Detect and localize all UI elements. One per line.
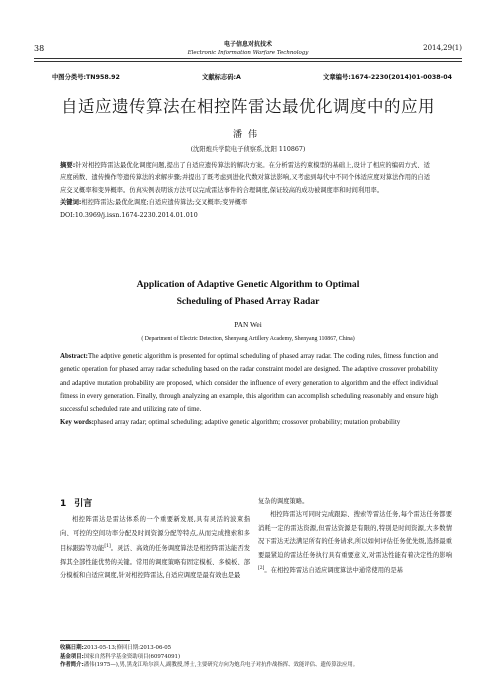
body-paragraph [258, 508, 452, 577]
body-column-right [258, 495, 452, 578]
section-title: 引言 [74, 499, 93, 509]
received-dates: 2013-05-13;修回日期:2013-06-05 [83, 645, 172, 651]
continued-text: 复杂的调度策略。 [258, 498, 309, 505]
keywords-en-text: phased array radar; optimal scheduling; adaptive genetic algorithm; crossover probability; mutation probability [93, 419, 401, 427]
received-label: 收稿日期: [60, 645, 84, 651]
intro-text-1: 相控阵雷达是雷达体系的一个重要新发展,具有灵活的波束指向、可控的空间功率分配及时间资源分配等特点,从而完成搜索和多目标跟踪等功能 [60, 516, 250, 553]
journal-name-en: Electronic Information Warfare Technology [187, 50, 309, 56]
paper-title-en [0, 277, 496, 310]
section-heading [60, 498, 250, 511]
author-cn: 潘伟 [232, 130, 263, 140]
fund-note [60, 653, 460, 662]
keywords-en-label: Key words: [60, 419, 94, 427]
abstract-en [60, 350, 438, 430]
running-header [0, 39, 496, 56]
abstract-en-text: The adptive genetic algorithm is presented for optimal scheduling of phased array radar. The coding rules, fitness function and genetic operation for phased array radar scheduling based on the radar constraint model are designed. The adaptive crossover probability and adaptive mutation probability are proposed, which consider the influence of every generation to algorithm and the effect individual fitness in every generation. Finally, through analyzing an example, this algorithm can accomplish scheduling reasonably and ensure high successful scheduled rate and utilizing rate of time. [60, 353, 438, 414]
document-code: 文献标志码:A [202, 74, 241, 81]
page-number: 38 [34, 44, 45, 53]
article-number: 文章编号:1674-2230(2014)01-0038-04 [323, 74, 452, 81]
issue-label: 2014,29(1) [423, 44, 462, 52]
journal-name-cn: 电子信息对抗技术 [223, 41, 272, 48]
keywords-en [60, 416, 438, 429]
keywords-cn-text: 相控阵雷达;最优化调度;自适应遗传算法;交叉概率;变异概率 [81, 199, 248, 207]
abstract-cn-label: 摘要: [60, 162, 76, 169]
body-text-2: 。在相控阵雷达自适应调度算法中通常使用的是基 [264, 567, 403, 575]
footnotes [60, 644, 460, 670]
intro-paragraph [60, 513, 250, 582]
citation-2: [2] [258, 566, 265, 572]
abstract-cn-text: 针对相控阵雷达最优化调度问题,提出了自适应遗传算法的解决方案。在分析雷达约束模型的基础上,设计了相应的编码方式、适应度函数、遗传操作等遗传算法的求解步骤;并提出了既考虑到进化代数对算法影响,又考虑到每代中不同个体适应度对算法作用的自适应交叉概率和变异概率。仿真实例表明该方法可以完成雷达事件的合理调度,保证较高的成功被调度率和时间利用率。 [60, 162, 430, 194]
affiliation-en: ( Department of Electric Detection, Shenyang Artillery Academy, Shenyang 110867, China) [141, 336, 355, 342]
clc-code: 中图分类号:TN958.92 [52, 74, 120, 81]
bio-label: 作者简介: [60, 662, 84, 669]
paper-title-en-line1: Application of Adaptive Genetic Algorithm to Optimal [136, 279, 360, 290]
fund-text: 国家自然科学基金资助项目(60974091) [83, 653, 181, 660]
fund-label: 基金项目: [60, 653, 84, 660]
bio-text: 潘伟(1975—),男,黑龙江哈尔滨人,副教授,博士,主要研究方向为炮兵电子对抗作战指挥、效能评估、遗传算法应用。 [83, 662, 359, 669]
author-en: PAN Wei [234, 320, 262, 329]
received-note [60, 644, 460, 653]
section-number: 1 [60, 499, 67, 509]
keywords-cn [60, 197, 430, 209]
bio-note [60, 661, 460, 670]
abstract-en-paragraph [60, 350, 438, 416]
abstract-cn-paragraph [60, 160, 430, 197]
intro-text-2: 。灵活、高效的任务调度算法是相控阵雷达能否发挥其全部性能优势的关键。常用的调度策略有固定模板、多模板、部分模板和自适应调度,针对相控阵雷达,自适应调度是最有效也是最 [60, 545, 251, 580]
header-rule-thin [34, 61, 462, 62]
classification-line [52, 72, 452, 81]
citation-1: [1] [104, 544, 111, 550]
body-text-1: 相控阵雷达可同时完成跟踪、搜索等雷达任务,每个雷达任务都要消耗一定的雷达资源,但雷达资源是有限的,特别是时间资源,大多数情况下雷达无法满足所有的任务请求,所以如何评估任务优先级,选择最重要最紧迫的雷达任务执行具有重要意义,对雷达性能有着决定性的影响 [258, 511, 452, 559]
abstract-cn [60, 160, 430, 222]
affiliation-cn: (沈阳炮兵学院电子侦察系,沈阳 110867) [190, 146, 306, 153]
abstract-en-label: Abstract: [60, 353, 88, 360]
doi: DOI:10.3969/j.issn.1674-2230.2014.01.010 [60, 211, 198, 219]
body-column-left [60, 498, 250, 583]
header-rule [34, 58, 462, 59]
footnote-rule [60, 640, 130, 641]
paper-title-en-line2: Scheduling of Phased Array Radar [176, 295, 320, 307]
keywords-cn-label: 关键词: [60, 199, 82, 207]
paper-title-cn: 自适应遗传算法在相控阵雷达最优化调度中的应用 [61, 97, 435, 116]
